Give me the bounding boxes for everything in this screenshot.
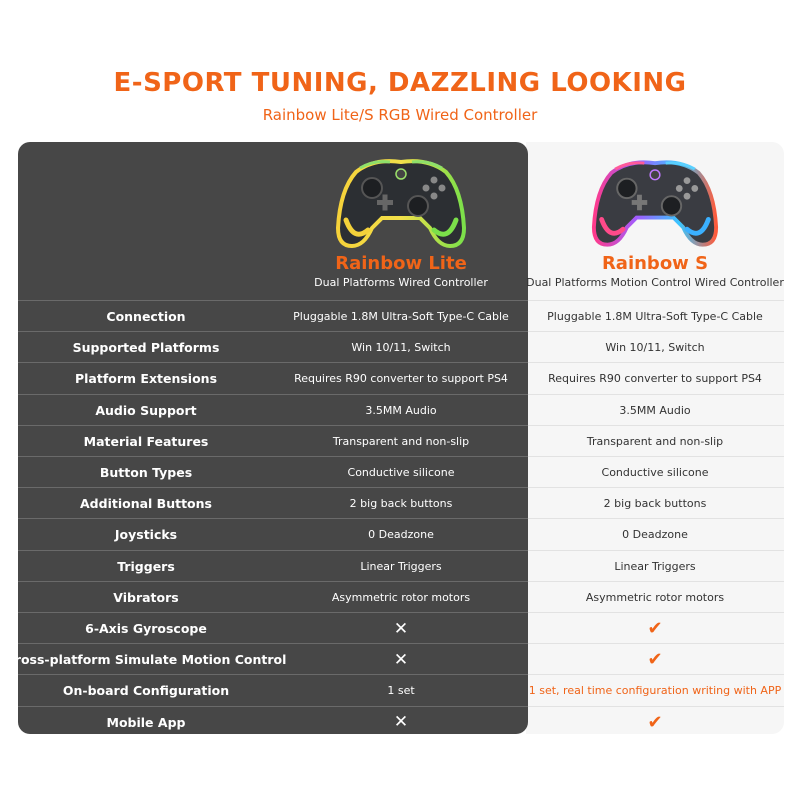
check-icon: ✔ xyxy=(647,649,663,671)
feature-label xyxy=(18,426,274,457)
feature-label xyxy=(18,395,274,426)
rainbow-s-value xyxy=(526,457,784,488)
rainbow-s-name: Rainbow S xyxy=(601,253,709,274)
rainbow-s-value-text: Conductive silicone xyxy=(601,466,709,479)
feature-label-text: Additional Buttons xyxy=(80,496,212,512)
rainbow-lite-value xyxy=(274,644,528,675)
rainbow-s-value xyxy=(526,707,784,738)
rainbow-lite-value-text: Win 10/11, Switch xyxy=(351,341,451,355)
feature-label-text: Material Features xyxy=(83,433,209,449)
feature-label xyxy=(5,644,287,675)
rainbow-lite-value-text: Asymmetric rotor motors xyxy=(331,590,471,604)
rainbow-lite-value-text: 2 big back buttons xyxy=(349,497,453,511)
rainbow-s-value-text: 3.5MM Audio xyxy=(619,403,691,417)
rainbow-lite-value xyxy=(274,457,528,488)
rainbow-lite-value xyxy=(274,426,528,457)
rainbow-s-value-text: Pluggable 1.8M Ultra-Soft Type-C Cable xyxy=(547,310,763,323)
rainbow-s-value-text: Asymmetric rotor motors xyxy=(585,590,725,604)
feature-label xyxy=(18,301,274,332)
rainbow-s-value-text: Requires R90 converter to support PS4 xyxy=(548,372,762,386)
cross-icon: ✕ xyxy=(393,712,409,733)
cross-icon: ✕ xyxy=(393,649,409,670)
rainbow-lite-value xyxy=(274,613,528,644)
rainbow-lite-desc: Dual Platforms Wired Controller xyxy=(314,276,488,289)
rainbow-lite-value xyxy=(274,332,528,363)
rainbow-lite-value xyxy=(274,675,528,706)
rainbow-lite-value xyxy=(274,551,528,582)
cross-icon: ✕ xyxy=(393,618,409,639)
feature-label xyxy=(18,519,274,550)
rainbow-lite-value-text: 1 set xyxy=(387,684,415,698)
rainbow-s-value xyxy=(526,363,784,394)
controller-green-rgb-icon xyxy=(334,150,468,254)
rainbow-s-value xyxy=(526,426,784,457)
feature-label xyxy=(18,551,274,582)
rainbow-s-value xyxy=(526,551,784,582)
rainbow-lite-value-text: 3.5MM Audio xyxy=(365,403,437,417)
rainbow-s-value xyxy=(526,613,784,644)
rainbow-s-value xyxy=(526,644,784,675)
rainbow-s-value-text: 1 set, real time configuration writing with APP xyxy=(528,684,782,698)
rainbow-lite-value-text: Requires R90 converter to support PS4 xyxy=(294,372,508,386)
feature-label-text: Vibrators xyxy=(113,589,179,605)
rainbow-lite-value-text: Conductive silicone xyxy=(347,466,455,479)
rainbow-lite-value xyxy=(274,519,528,550)
feature-label xyxy=(18,363,274,394)
feature-label-text: Triggers xyxy=(117,558,175,574)
rainbow-s-value-text: Linear Triggers xyxy=(614,559,696,573)
feature-label-text: 6-Axis Gyroscope xyxy=(85,621,207,636)
rainbow-s-value xyxy=(526,488,784,519)
feature-label xyxy=(18,675,274,706)
feature-label-text: Connection xyxy=(106,309,186,324)
feature-label-text: Button Types xyxy=(99,465,193,480)
rainbow-lite-value xyxy=(274,707,528,738)
rainbow-lite-name: Rainbow Lite xyxy=(335,253,467,274)
rainbow-lite-value-text: 0 Deadzone xyxy=(368,528,434,542)
rainbow-lite-value xyxy=(274,363,528,394)
rainbow-s-value xyxy=(526,301,784,332)
rainbow-s-value xyxy=(526,332,784,363)
rainbow-lite-value xyxy=(274,488,528,519)
feature-label-text: On-board Configuration xyxy=(62,683,230,699)
rainbow-s-value-text: 0 Deadzone xyxy=(622,528,688,542)
check-icon: ✔ xyxy=(647,711,663,733)
page-title: E-SPORT TUNING, DAZZLING LOOKING xyxy=(113,68,687,98)
check-icon: ✔ xyxy=(647,618,663,639)
feature-label-text: Joysticks xyxy=(114,527,178,543)
rainbow-s-value xyxy=(526,675,784,706)
feature-label xyxy=(18,457,274,488)
feature-label-text: Mobile App xyxy=(106,714,186,730)
rainbow-lite-value xyxy=(274,582,528,613)
rainbow-s-value-text: Win 10/11, Switch xyxy=(605,341,705,355)
rainbow-s-value xyxy=(526,395,784,426)
feature-label-text: Cross-platform Simulate Motion Control xyxy=(5,652,287,668)
feature-label xyxy=(18,332,274,363)
feature-label xyxy=(18,613,274,644)
rainbow-lite-value-text: Pluggable 1.8M Ultra-Soft Type-C Cable xyxy=(293,310,509,323)
feature-label xyxy=(18,488,274,519)
rainbow-lite-value xyxy=(274,301,528,332)
rainbow-lite-value xyxy=(274,395,528,426)
feature-label xyxy=(18,707,274,738)
rainbow-s-desc: Dual Platforms Motion Control Wired Controller xyxy=(526,276,784,289)
rainbow-lite-value-text: Transparent and non-slip xyxy=(332,434,470,448)
feature-label xyxy=(18,582,274,613)
controller-rainbow-rgb-icon xyxy=(590,150,720,254)
rainbow-s-value xyxy=(526,519,784,550)
feature-label-text: Audio Support xyxy=(95,402,197,418)
rainbow-lite-value-text: Linear Triggers xyxy=(360,559,442,573)
feature-label-text: Supported Platforms xyxy=(72,340,220,356)
rainbow-s-value-text: Transparent and non-slip xyxy=(586,434,724,448)
feature-label-text: Platform Extensions xyxy=(74,371,218,387)
rainbow-s-value-text: 2 big back buttons xyxy=(603,497,707,511)
rainbow-s-value xyxy=(526,582,784,613)
page-subtitle: Rainbow Lite/S RGB Wired Controller xyxy=(262,106,538,124)
